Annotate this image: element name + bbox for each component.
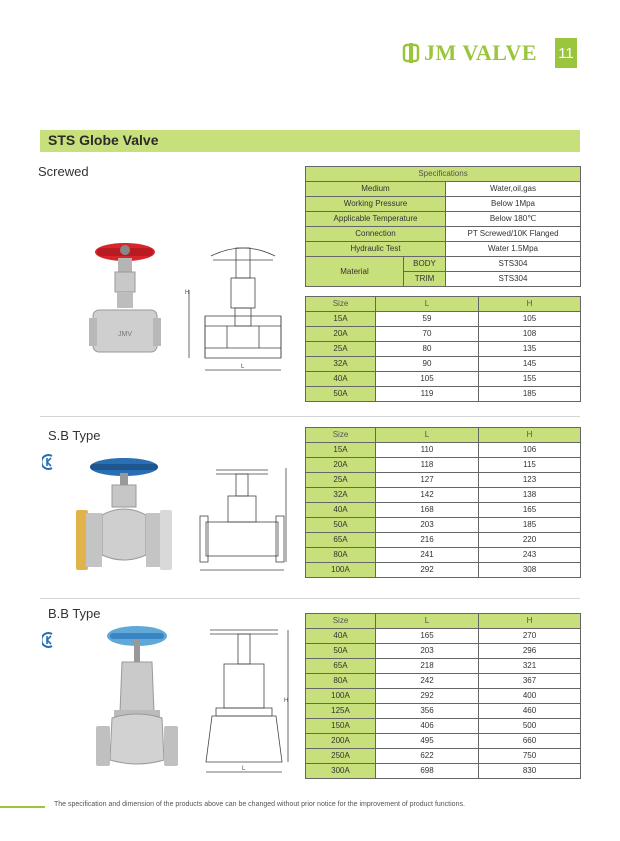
table-row (306, 357, 581, 372)
height-cell: 321 (479, 659, 581, 674)
spec-body-value: STS304 (446, 257, 581, 272)
size-cell: 80A (306, 674, 376, 689)
height-cell: 185 (479, 387, 581, 402)
spec-label: Hydraulic Test (306, 242, 446, 257)
size-table-header-row (306, 297, 581, 312)
spec-value: Below 180℃ (446, 212, 581, 227)
height-cell: 106 (479, 443, 581, 458)
height-cell: 750 (479, 749, 581, 764)
kc-mark-text: KC (42, 454, 44, 455)
size-cell: 50A (306, 518, 376, 533)
column-header: H (479, 297, 581, 312)
height-cell: 155 (479, 372, 581, 387)
height-cell: 830 (479, 764, 581, 779)
spec-row (306, 197, 581, 212)
table-row (306, 719, 581, 734)
table-row (306, 312, 581, 327)
drawing-l-label: L (242, 766, 246, 772)
bb-valve-drawing (198, 622, 298, 782)
table-row (306, 503, 581, 518)
screwed-label: Screwed (38, 164, 89, 179)
length-cell: 406 (376, 719, 479, 734)
table-row (306, 674, 581, 689)
height-cell: 138 (479, 488, 581, 503)
bb-type-label: B.B Type (48, 606, 101, 621)
table-row (306, 518, 581, 533)
size-cell: 25A (306, 342, 376, 357)
column-header: H (479, 428, 581, 443)
spec-label: Connection (306, 227, 446, 242)
size-cell: 80A (306, 548, 376, 563)
height-cell: 105 (479, 312, 581, 327)
spec-label: Medium (306, 182, 446, 197)
valve-logo-icon (402, 43, 420, 63)
screwed-valve-drawing (183, 238, 293, 383)
table-row (306, 372, 581, 387)
height-cell: 165 (479, 503, 581, 518)
size-cell: 100A (306, 689, 376, 704)
length-cell: 165 (376, 629, 479, 644)
column-header: Size (306, 428, 376, 443)
table-row (306, 689, 581, 704)
size-cell: 25A (306, 473, 376, 488)
length-cell: 241 (376, 548, 479, 563)
spec-value: PT Screwed/10K Flanged (446, 227, 581, 242)
spec-row (306, 212, 581, 227)
specifications-table (305, 166, 581, 287)
table-row (306, 734, 581, 749)
size-cell: 250A (306, 749, 376, 764)
spec-row (306, 242, 581, 257)
spec-trim-value: STS304 (446, 272, 581, 287)
length-cell: 698 (376, 764, 479, 779)
kc-certification-mark-icon (42, 454, 58, 470)
spec-body-label: BODY (404, 257, 446, 272)
spec-value: Water,oil,gas (446, 182, 581, 197)
size-cell: 40A (306, 629, 376, 644)
size-cell: 125A (306, 704, 376, 719)
section-title: STS Globe Valve (48, 132, 159, 148)
spec-row (306, 227, 581, 242)
length-cell: 242 (376, 674, 479, 689)
spec-title: Specifications (306, 167, 581, 182)
kc-mark-text: KC (42, 632, 44, 633)
brand-logo (402, 38, 537, 68)
screwed-valve-photo (85, 238, 165, 368)
table-row (306, 327, 581, 342)
height-cell: 220 (479, 533, 581, 548)
kc-certification-mark-icon (42, 632, 58, 648)
footer-note: The specification and dimension of the products above can be changed without prior notice for the improvement of product functions. (54, 801, 465, 808)
size-cell: 15A (306, 312, 376, 327)
length-cell: 110 (376, 443, 479, 458)
length-cell: 216 (376, 533, 479, 548)
table-row (306, 533, 581, 548)
length-cell: 218 (376, 659, 479, 674)
spec-trim-label: TRIM (404, 272, 446, 287)
length-cell: 203 (376, 518, 479, 533)
valve-body-marking: JMV (118, 331, 132, 338)
table-row (306, 659, 581, 674)
height-cell: 243 (479, 548, 581, 563)
size-cell: 32A (306, 357, 376, 372)
length-cell: 127 (376, 473, 479, 488)
height-cell: 367 (479, 674, 581, 689)
size-cell: 65A (306, 659, 376, 674)
table-row (306, 764, 581, 779)
column-header: L (376, 297, 479, 312)
column-header: H (479, 614, 581, 629)
table-row (306, 488, 581, 503)
table-row (306, 458, 581, 473)
section-divider (40, 598, 580, 599)
drawing-h-label: H (284, 698, 289, 704)
height-cell: 660 (479, 734, 581, 749)
length-cell: 203 (376, 644, 479, 659)
table-row (306, 387, 581, 402)
section-divider (40, 416, 580, 417)
length-cell: 292 (376, 689, 479, 704)
bb-size-table (305, 613, 581, 779)
sb-valve-drawing (192, 458, 297, 578)
bb-valve-photo (92, 622, 182, 782)
length-cell: 356 (376, 704, 479, 719)
length-cell: 622 (376, 749, 479, 764)
height-cell: 460 (479, 704, 581, 719)
length-cell: 119 (376, 387, 479, 402)
length-cell: 80 (376, 342, 479, 357)
spec-material-row (306, 257, 581, 272)
spec-header-row (306, 167, 581, 182)
table-row (306, 473, 581, 488)
table-row (306, 629, 581, 644)
height-cell: 145 (479, 357, 581, 372)
size-cell: 300A (306, 764, 376, 779)
size-cell: 50A (306, 387, 376, 402)
height-cell: 500 (479, 719, 581, 734)
spec-row (306, 182, 581, 197)
height-cell: 270 (479, 629, 581, 644)
length-cell: 90 (376, 357, 479, 372)
column-header: Size (306, 614, 376, 629)
page-number: 11 (555, 38, 577, 68)
column-header: L (376, 428, 479, 443)
size-cell: 15A (306, 443, 376, 458)
length-cell: 59 (376, 312, 479, 327)
length-cell: 70 (376, 327, 479, 342)
size-cell: 40A (306, 372, 376, 387)
size-cell: 40A (306, 503, 376, 518)
height-cell: 123 (479, 473, 581, 488)
length-cell: 495 (376, 734, 479, 749)
footer-accent-line (0, 806, 45, 808)
size-cell: 32A (306, 488, 376, 503)
brand-name: JM VALVE (424, 40, 538, 65)
height-cell: 185 (479, 518, 581, 533)
table-row (306, 644, 581, 659)
table-row (306, 563, 581, 578)
height-cell: 400 (479, 689, 581, 704)
table-row (306, 548, 581, 563)
length-cell: 168 (376, 503, 479, 518)
size-table-header-row (306, 614, 581, 629)
column-header: Size (306, 297, 376, 312)
size-cell: 20A (306, 327, 376, 342)
length-cell: 292 (376, 563, 479, 578)
size-cell: 200A (306, 734, 376, 749)
height-cell: 308 (479, 563, 581, 578)
screwed-size-table (305, 296, 581, 402)
size-cell: 50A (306, 644, 376, 659)
sb-type-label: S.B Type (48, 428, 101, 443)
length-cell: 118 (376, 458, 479, 473)
size-cell: 100A (306, 563, 376, 578)
column-header: L (376, 614, 479, 629)
height-cell: 296 (479, 644, 581, 659)
spec-label: Working Pressure (306, 197, 446, 212)
table-row (306, 342, 581, 357)
sb-valve-photo (72, 455, 177, 580)
drawing-l-label: L (241, 364, 245, 370)
height-cell: 115 (479, 458, 581, 473)
length-cell: 105 (376, 372, 479, 387)
height-cell: 135 (479, 342, 581, 357)
length-cell: 142 (376, 488, 479, 503)
drawing-h-label: H (185, 290, 190, 296)
height-cell: 108 (479, 327, 581, 342)
sb-size-table (305, 427, 581, 578)
table-row (306, 443, 581, 458)
size-cell: 20A (306, 458, 376, 473)
spec-value: Below 1Mpa (446, 197, 581, 212)
spec-value: Water 1.5Mpa (446, 242, 581, 257)
size-table-header-row (306, 428, 581, 443)
spec-label: Applicable Temperature (306, 212, 446, 227)
table-row (306, 704, 581, 719)
table-row (306, 749, 581, 764)
spec-material-label: Material (306, 257, 404, 287)
size-cell: 150A (306, 719, 376, 734)
size-cell: 65A (306, 533, 376, 548)
